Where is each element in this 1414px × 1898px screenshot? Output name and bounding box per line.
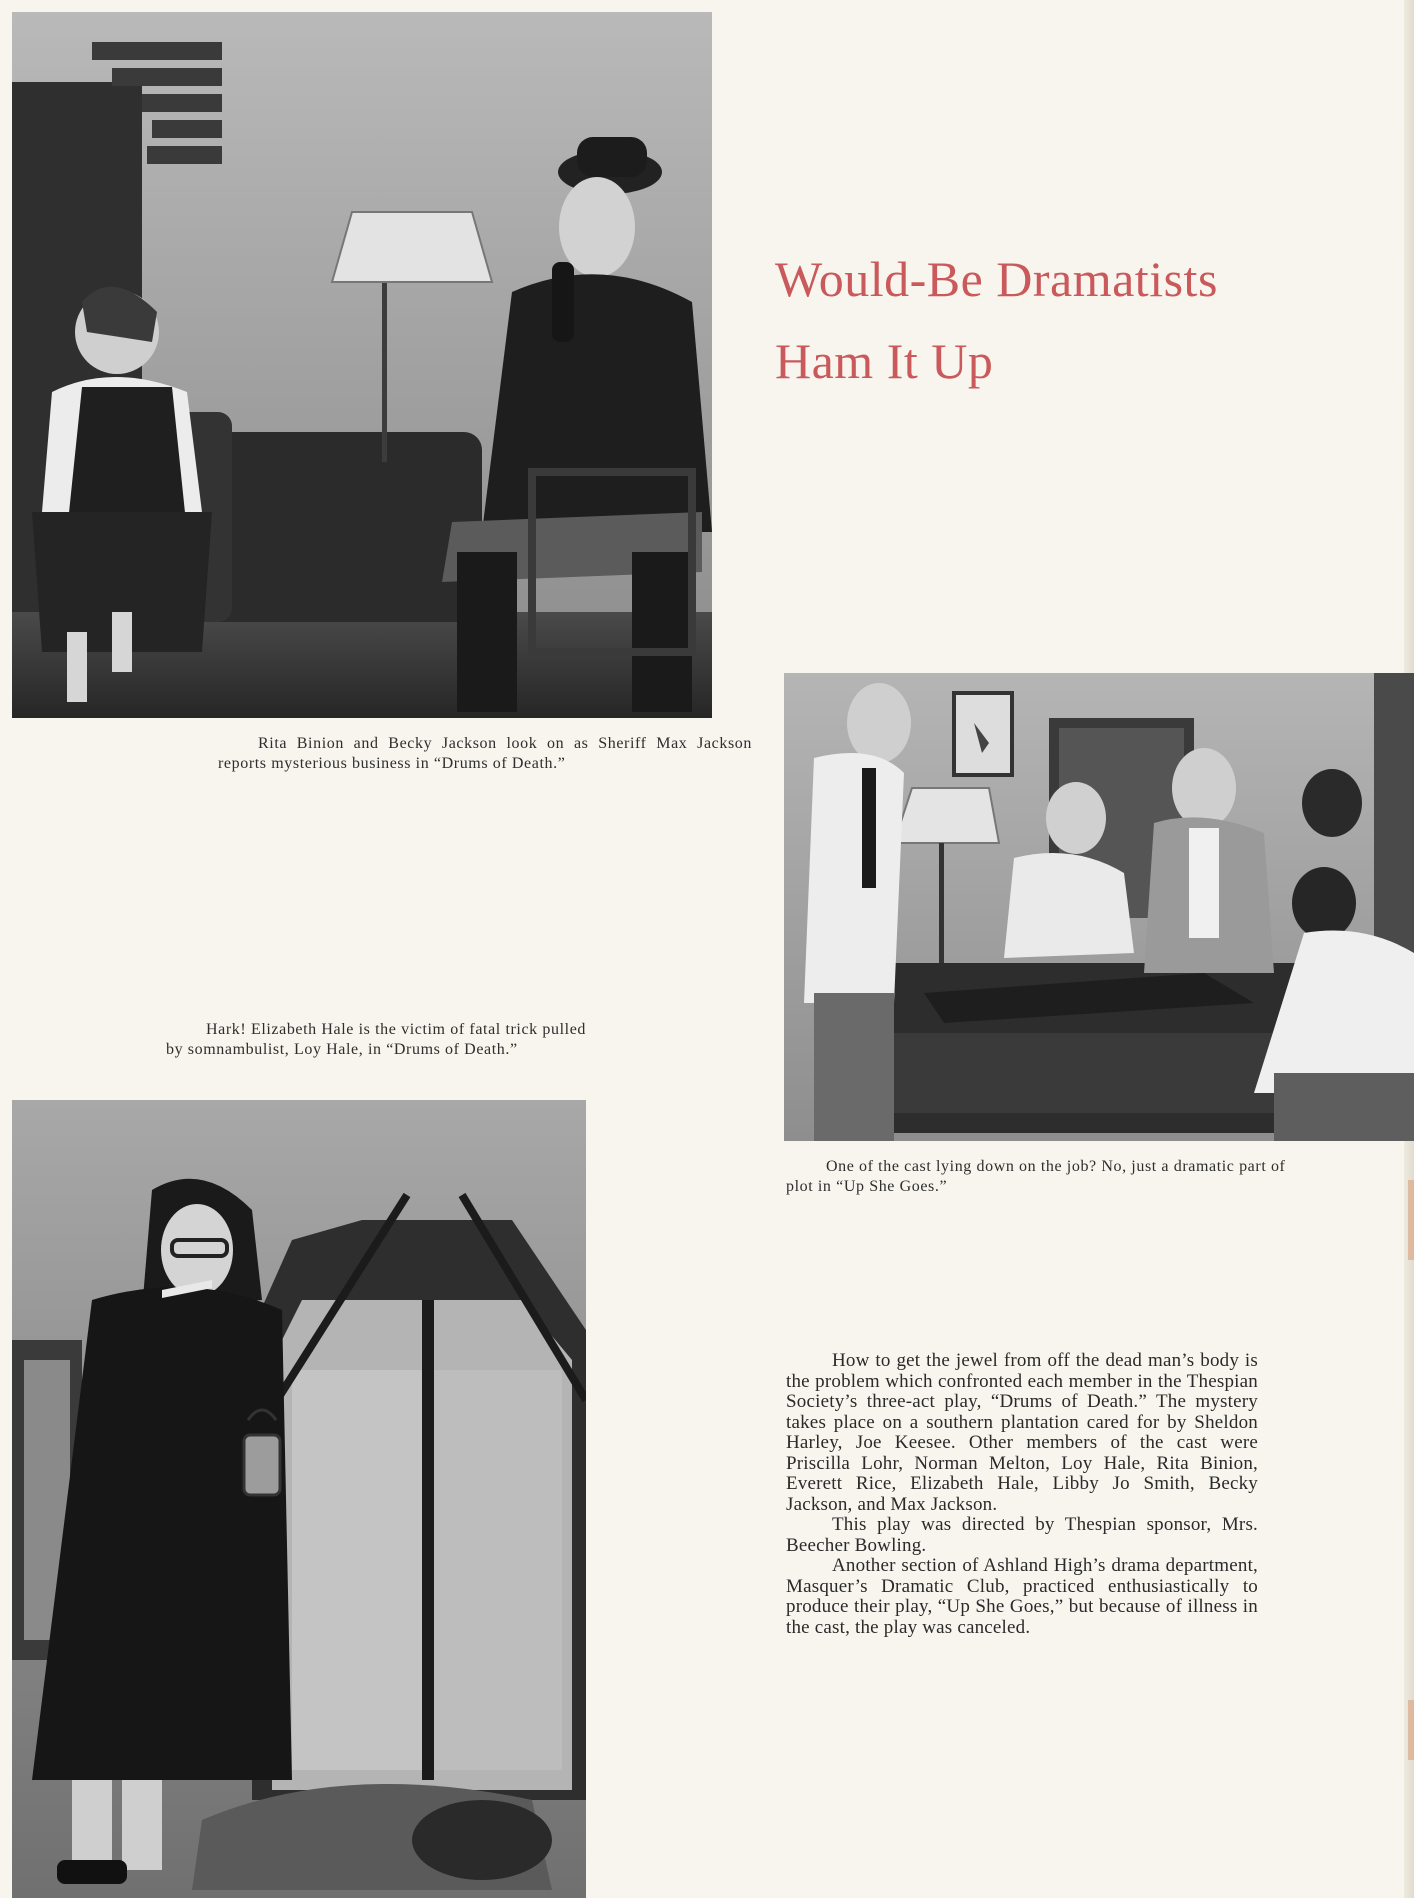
photo-somnambulist-scene — [12, 1100, 586, 1898]
photo-sheriff-telephone-scene — [12, 12, 712, 718]
caption-top-photo: Rita Binion and Becky Jackson look on as Sheriff Max Jackson reports mysterious business in “Drums of Death.” — [218, 735, 752, 772]
article-paragraph: Another section of Ashland High’s drama department, Masquer’s Dramatic Club, practiced enthusiastically to produce their play, “Up She Goes,” but because of illness in the cast, the play was canceled. — [786, 1555, 1258, 1638]
page-title-line2: Ham It Up — [775, 333, 994, 389]
article-paragraph: How to get the jewel from off the dead man’s body is the problem which confronted each member in the Thespian Society’s three-act play, “Drums of Death.” The mystery takes place on a southern plantation cared for by Sheldon Harley, Joe Keesee. Other members of the cast were Priscilla Lohr, Norman Melton, Loy Hale, Rita Binion, Everett Rice, Elizabeth Hale, Libby Jo Smith, Becky Jackson, and Max Jackson. — [786, 1350, 1258, 1515]
page-edge-tint — [1408, 1700, 1414, 1760]
photo-couch-scene — [784, 673, 1414, 1141]
article-body — [786, 1351, 1258, 1638]
caption-bottom-photo: Hark! Elizabeth Hale is the victim of fatal trick pulled by somnambulist, Loy Hale, in “Drums of Death.” — [166, 1021, 586, 1058]
caption-right-photo: One of the cast lying down on the job? No, just a dramatic part of plot in “Up She Goes.” — [786, 1158, 1286, 1195]
page-edge-tint — [1408, 1180, 1414, 1260]
article-paragraph: This play was directed by Thespian sponsor, Mrs. Beecher Bowling. — [786, 1514, 1258, 1556]
page-title — [775, 238, 1335, 402]
page-title-line1: Would-Be Dramatists — [775, 251, 1218, 307]
